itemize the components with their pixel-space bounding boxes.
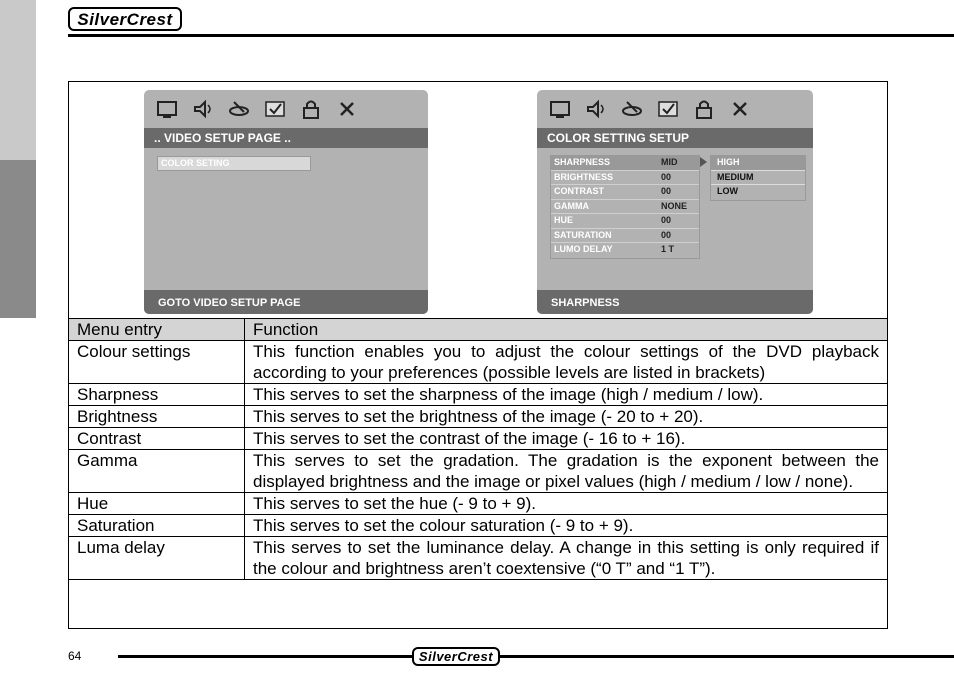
- screen-footer: GOTO VIDEO SETUP PAGE: [144, 290, 428, 314]
- exit-icon[interactable]: [727, 96, 753, 122]
- function-cell: This function enables you to adjust the colour settings of the DVD playback according to your preferences (possible levels are listed in brackets): [245, 341, 888, 384]
- screen-title: COLOR SETTING SETUP: [537, 128, 813, 148]
- speaker-icon[interactable]: [190, 96, 216, 122]
- lock-icon[interactable]: [691, 96, 717, 122]
- footer-rule: [118, 655, 413, 658]
- setting-value: MID: [661, 157, 678, 167]
- function-cell: This serves to set the contrast of the image (- 16 to + 16).: [245, 428, 888, 450]
- menu-entry-cell: Saturation: [69, 515, 245, 537]
- setting-row-brightness[interactable]: [551, 171, 699, 186]
- setup-icon-bar: [154, 96, 360, 126]
- setting-value: 00: [661, 171, 672, 182]
- setting-row-contrast[interactable]: [551, 185, 699, 200]
- setting-value: 00: [661, 186, 672, 196]
- side-tab-light: [0, 0, 36, 160]
- function-cell: This serves to set the sharpness of the image (high / medium / low).: [245, 384, 888, 406]
- setting-value: 1 T: [661, 244, 675, 254]
- setting-value: 00: [661, 215, 672, 225]
- side-tab-dark: [0, 160, 36, 318]
- sharpness-options: [710, 155, 806, 201]
- function-cell: This serves to set the brightness of the image (- 20 to + 20).: [245, 406, 888, 428]
- checkbox-icon[interactable]: [655, 96, 681, 122]
- setting-name: LUMO DELAY: [554, 244, 613, 254]
- menu-entry-cell: Gamma: [69, 450, 245, 493]
- option-medium[interactable]: MEDIUM: [711, 171, 805, 186]
- settings-list: [550, 155, 700, 259]
- table-row: [69, 406, 888, 428]
- video-setup-screen: [144, 90, 428, 314]
- checkbox-icon[interactable]: [262, 96, 288, 122]
- option-high[interactable]: HIGH: [711, 156, 805, 171]
- function-cell: This serves to set the colour saturation (- 9 to + 9).: [245, 515, 888, 537]
- footer-logo: SilverCrest: [412, 647, 500, 666]
- setting-name: SHARPNESS: [554, 157, 611, 167]
- column-header: Menu entry: [69, 319, 245, 341]
- table-row: [69, 493, 888, 515]
- setting-name: GAMMA: [554, 200, 589, 211]
- menu-entry-cell: Hue: [69, 493, 245, 515]
- table-row: [69, 537, 888, 580]
- menu-entry-cell: Contrast: [69, 428, 245, 450]
- monitor-icon[interactable]: [547, 96, 573, 122]
- setting-row-gamma[interactable]: [551, 200, 699, 215]
- table-row: [69, 450, 888, 493]
- exit-icon[interactable]: [334, 96, 360, 122]
- speaker-icon[interactable]: [583, 96, 609, 122]
- header-rule: [68, 34, 954, 37]
- monitor-icon[interactable]: [154, 96, 180, 122]
- satellite-icon[interactable]: [619, 96, 645, 122]
- option-low[interactable]: LOW: [717, 186, 738, 196]
- menu-function-table: [68, 318, 888, 580]
- setting-name: BRIGHTNESS: [554, 171, 614, 182]
- setting-value: 00: [661, 229, 672, 240]
- color-setting-item[interactable]: COLOR SETING: [157, 156, 311, 171]
- submenu-arrow-icon: [700, 157, 707, 167]
- menu-entry-cell: Sharpness: [69, 384, 245, 406]
- screen-footer: SHARPNESS: [537, 290, 813, 314]
- header-logo: SilverCrest: [68, 7, 182, 31]
- setup-icon-bar: [547, 96, 753, 126]
- setting-value: NONE: [661, 200, 688, 211]
- table-header-row: [69, 319, 888, 341]
- function-cell: This serves to set the gradation. The gradation is the exponent between the displayed brightness and the image or pixel values (high / medium / low / none).: [245, 450, 888, 493]
- setting-name: HUE: [554, 215, 574, 225]
- setting-row-saturation[interactable]: [551, 229, 699, 244]
- table-row: [69, 428, 888, 450]
- table-row: [69, 515, 888, 537]
- menu-entry-cell: Brightness: [69, 406, 245, 428]
- setting-row-sharpness[interactable]: [551, 156, 699, 171]
- color-setting-screen: [537, 90, 813, 314]
- lock-icon[interactable]: [298, 96, 324, 122]
- table-row: [69, 341, 888, 384]
- setting-row-hue[interactable]: [551, 214, 699, 229]
- satellite-icon[interactable]: [226, 96, 252, 122]
- table-row: [69, 384, 888, 406]
- page-number: 64: [68, 649, 82, 663]
- setting-name: SATURATION: [554, 229, 612, 240]
- setting-row-lumo-delay[interactable]: [551, 243, 699, 258]
- menu-entry-cell: Colour settings: [69, 341, 245, 384]
- column-header: Function: [245, 319, 888, 341]
- menu-entry-cell: Luma delay: [69, 537, 245, 580]
- function-cell: This serves to set the hue (- 9 to + 9).: [245, 493, 888, 515]
- setting-name: CONTRAST: [554, 186, 604, 196]
- footer-rule: [500, 655, 954, 658]
- function-cell: This serves to set the luminance delay. A change in this setting is only required if the colour and brightness aren’t coextensive (“0 T” and “1 T”).: [245, 537, 888, 580]
- screen-title: .. VIDEO SETUP PAGE ..: [144, 128, 428, 148]
